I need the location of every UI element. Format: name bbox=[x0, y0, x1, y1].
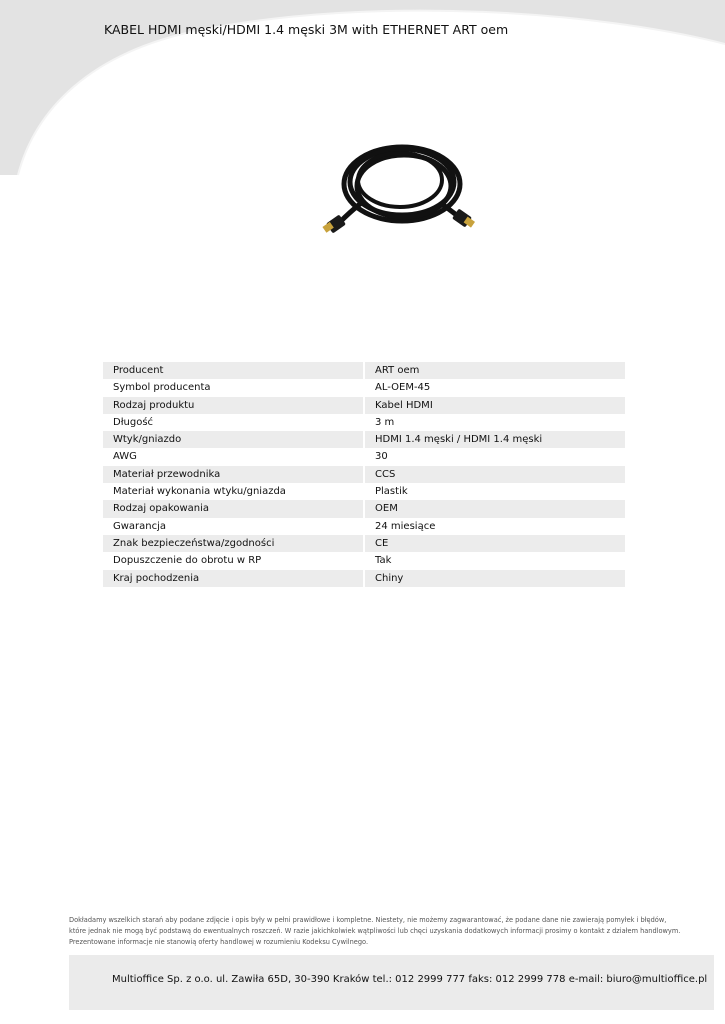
spec-row bbox=[103, 362, 625, 379]
spec-label: Gwarancja bbox=[103, 518, 365, 535]
disclaimer-line: Dokładamy wszelkich starań aby podane zdjęcie i opis były w pełni prawidłowe i kompletne. Niestety, nie możemy zagwarantować, że podane dane nie zawierają pomyłek i błędów, bbox=[69, 916, 667, 924]
spec-label: Dopuszczenie do obrotu w RP bbox=[103, 552, 365, 569]
spec-row bbox=[103, 570, 625, 587]
spec-row bbox=[103, 431, 625, 448]
spec-label: Kraj pochodzenia bbox=[103, 570, 365, 587]
spec-table bbox=[103, 362, 625, 587]
spec-value: 24 miesiące bbox=[375, 520, 436, 532]
spec-value: HDMI 1.4 męski / HDMI 1.4 męski bbox=[365, 431, 625, 448]
spec-row bbox=[103, 379, 625, 396]
spec-value: 3 m bbox=[375, 416, 395, 428]
spec-label: Rodzaj opakowania bbox=[103, 500, 365, 517]
spec-label: Symbol producenta bbox=[103, 379, 365, 396]
spec-value: Chiny bbox=[365, 570, 625, 587]
footer-bar bbox=[69, 955, 714, 1010]
spec-label: Wtyk/gniazdo bbox=[103, 431, 365, 448]
disclaimer bbox=[69, 915, 709, 948]
disclaimer-line: Prezentowane informacje nie stanowią oferty handlowej w rozumieniu Kodeksu Cywilnego. bbox=[69, 938, 369, 946]
spec-value: CCS bbox=[365, 466, 625, 483]
spec-row bbox=[103, 414, 625, 431]
document-title: KABEL HDMI męski/HDMI 1.4 męski 3M with ETHERNET ART oem bbox=[104, 22, 509, 37]
spec-value: OEM bbox=[365, 500, 625, 517]
spec-label: Znak bezpieczeństwa/zgodności bbox=[103, 535, 365, 552]
spec-value: Kabel HDMI bbox=[365, 397, 625, 414]
spec-value: Tak bbox=[375, 555, 392, 567]
spec-row bbox=[103, 466, 625, 483]
spec-value: 30 bbox=[375, 451, 388, 463]
disclaimer-line: które jednak nie mogą być podstawą do ewentualnych roszczeń. W razie jakichkolwiek wątpliwości lub chęci uzyskania dodatkowych informacji prosimy o kontakt z działem handlowym. bbox=[69, 927, 681, 935]
spec-row bbox=[103, 518, 625, 535]
spec-label: Producent bbox=[103, 362, 365, 379]
spec-label: AWG bbox=[103, 448, 365, 465]
spec-value: CE bbox=[365, 535, 625, 552]
spec-row bbox=[103, 535, 625, 552]
spec-row bbox=[103, 552, 625, 569]
spec-label: Materiał przewodnika bbox=[103, 466, 365, 483]
footer-contact: Multioffice Sp. z o.o. ul. Zawiła 65D, 30-390 Kraków tel.: 012 2999 777 faks: 012 2999 778 e-mail: biuro@multioffice.pl bbox=[112, 974, 708, 985]
spec-value: Plastik bbox=[375, 486, 408, 498]
spec-value: AL-OEM-45 bbox=[375, 382, 431, 394]
hdmi-cable-image bbox=[310, 100, 490, 265]
spec-label: Długość bbox=[103, 414, 365, 431]
spec-label: Rodzaj produktu bbox=[103, 397, 365, 414]
spec-label: Materiał wykonania wtyku/gniazda bbox=[103, 483, 365, 500]
spec-row bbox=[103, 397, 625, 414]
spec-row bbox=[103, 483, 625, 500]
spec-row bbox=[103, 448, 625, 465]
spec-value: ART oem bbox=[365, 362, 625, 379]
spec-row bbox=[103, 500, 625, 517]
